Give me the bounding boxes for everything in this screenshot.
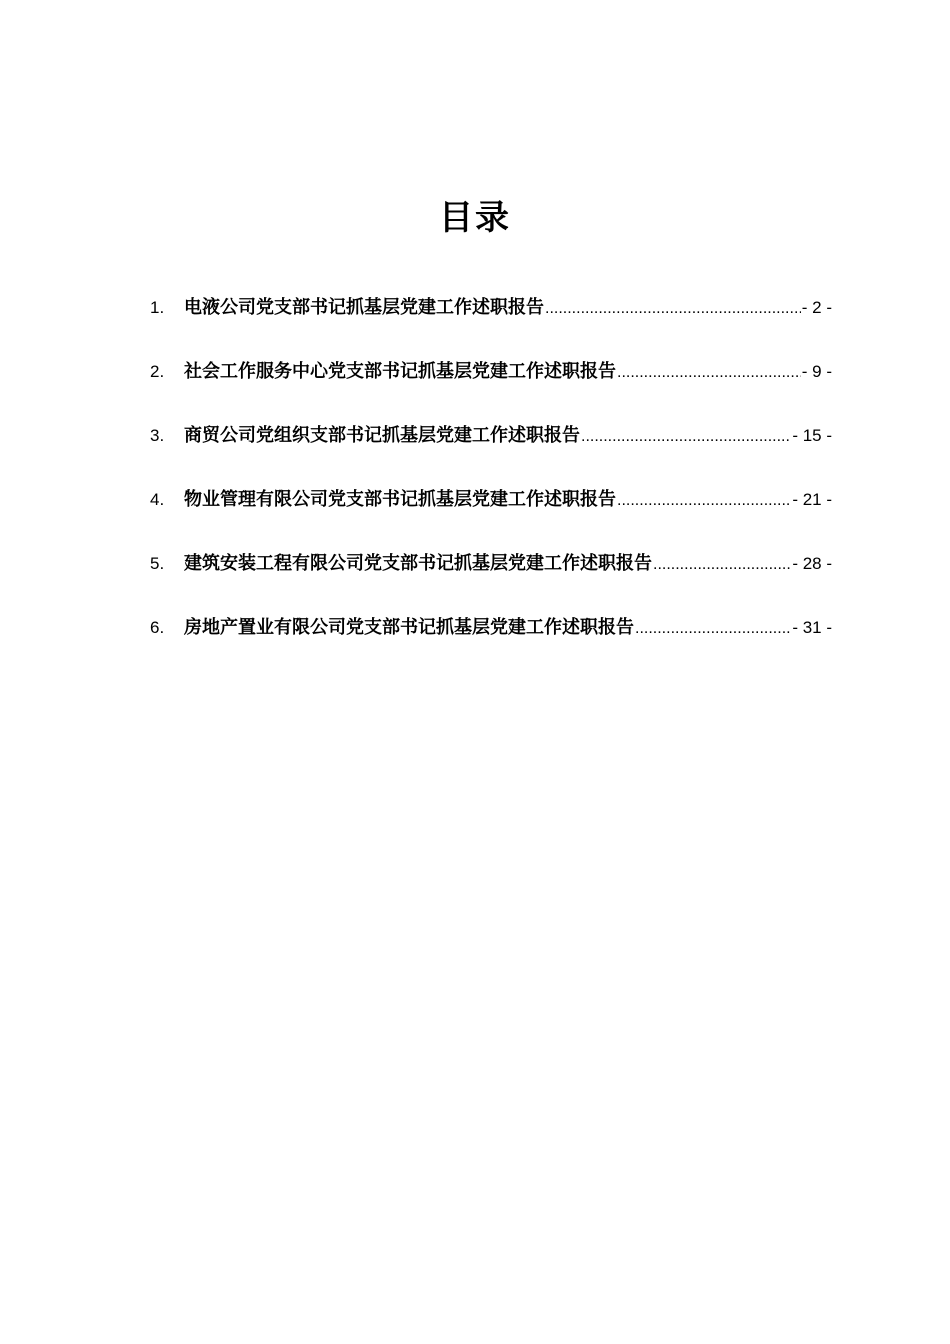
toc-entry-number: 3. [150, 426, 165, 445]
toc-title: 目录 [439, 198, 511, 238]
toc-entry-page: - 15 - [792, 426, 832, 445]
toc-entry-text: 房地产置业有限公司党支部书记抓基层党建工作述职报告 [184, 617, 634, 638]
toc-dot-leader [617, 483, 791, 519]
toc-dot-leader [653, 547, 791, 583]
toc-entry-text: 建筑安装工程有限公司党支部书记抓基层党建工作述职报告 [184, 553, 652, 574]
toc-entry[interactable] [150, 610, 832, 674]
toc-entry-page: - 21 - [792, 490, 832, 509]
toc-dot-leader [545, 291, 801, 327]
toc-entry-number: 6. [150, 618, 165, 637]
toc-dot-leader [581, 419, 791, 455]
toc-entry[interactable] [150, 482, 832, 546]
toc-entry-page: - 2 - [801, 298, 832, 317]
toc-dot-leader [617, 355, 801, 391]
toc-entry-text: 社会工作服务中心党支部书记抓基层党建工作述职报告 [184, 361, 616, 382]
toc-entry-page: - 28 - [792, 554, 832, 573]
toc-entry-page: - 31 - [792, 618, 832, 637]
toc-entry[interactable] [150, 546, 832, 610]
toc-entry[interactable] [150, 354, 832, 418]
toc-entry-page: - 9 - [801, 362, 832, 381]
toc-entry-number: 5. [150, 554, 165, 573]
toc-entry-text: 物业管理有限公司党支部书记抓基层党建工作述职报告 [184, 489, 616, 510]
toc-entry[interactable] [150, 418, 832, 482]
toc-entry-number: 1. [150, 298, 165, 317]
toc-list [150, 290, 832, 674]
toc-entry-text: 商贸公司党组织支部书记抓基层党建工作述职报告 [184, 425, 580, 446]
toc-entry-text: 电液公司党支部书记抓基层党建工作述职报告 [184, 297, 544, 318]
toc-dot-leader [635, 611, 791, 647]
toc-entry[interactable] [150, 290, 832, 354]
toc-entry-number: 4. [150, 490, 165, 509]
toc-entry-number: 2. [150, 362, 165, 381]
